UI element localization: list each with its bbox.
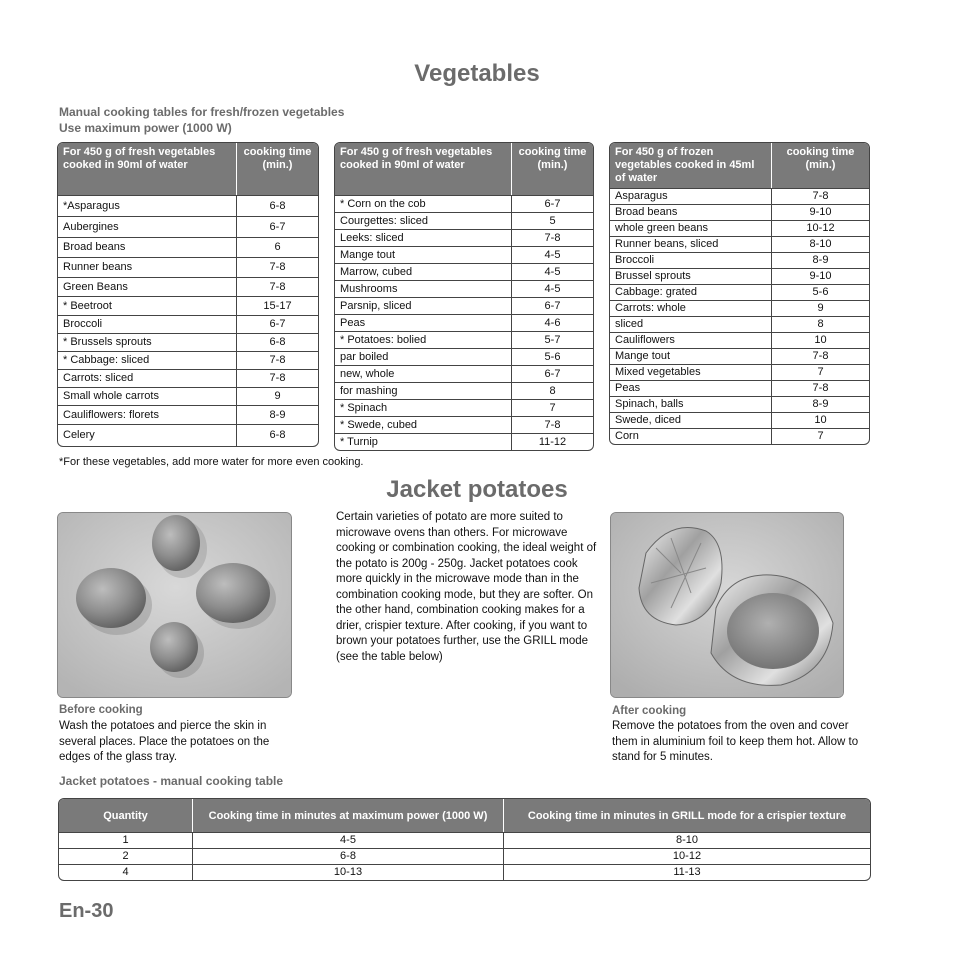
grill-time-cell: 11-13	[503, 864, 870, 880]
page-title: Vegetables	[414, 60, 540, 87]
vegetable-name: Celery	[58, 424, 236, 446]
cooking-time: 6	[236, 237, 318, 257]
jacket-potatoes-intro: Certain varieties of potato are more suited to microwave ovens than others. For microwave cooking or combination cooking, the ideal weight of the potato is 200g - 250g. Jacket potatoes cook more quickly in the microwave mode than in the combination cooking mode, but they are softer. On the other hand, combination cooking makes for a drier, crispier texture. After cooking, if you want to brown your potatoes further, use the GRILL mode (see the table below)	[336, 511, 597, 663]
table-row	[335, 433, 593, 450]
vegetable-name: Courgettes: sliced	[335, 212, 511, 229]
header-grill: Cooking time in minutes in GRILL mode for a crispier texture	[503, 799, 870, 832]
after-cooking-text: Remove the potatoes from the oven and cover them in aluminium foil to keep them hot. Allow to stand for 5 minutes.	[612, 720, 859, 763]
table-row	[610, 188, 869, 204]
table-row	[610, 220, 869, 236]
vegetable-name: * Brussels sprouts	[58, 333, 236, 351]
cooking-time: 6-7	[511, 195, 593, 212]
cooking-time: 7	[511, 399, 593, 416]
vegetable-name: Cauliflowers: florets	[58, 405, 236, 424]
quantity-cell: 1	[59, 832, 192, 848]
table-row	[335, 331, 593, 348]
table-row	[610, 348, 869, 364]
cooking-time: 6-7	[236, 216, 318, 237]
vegetable-name: Broccoli	[58, 315, 236, 333]
cooking-time: 4-5	[511, 263, 593, 280]
table-row	[610, 204, 869, 220]
table-row	[335, 416, 593, 433]
column-header-time: cooking time (min.)	[511, 143, 593, 195]
cooking-time: 10	[771, 332, 869, 348]
cooking-time: 4-5	[511, 246, 593, 263]
after-cooking-heading: After cooking	[612, 705, 687, 717]
cooking-time: 8-9	[771, 396, 869, 412]
table-row	[59, 864, 870, 880]
cooking-time: 6-8	[236, 195, 318, 216]
before-cooking-heading: Before cooking	[59, 704, 143, 716]
cooking-time: 9	[771, 300, 869, 316]
cooking-time: 7-8	[236, 351, 318, 369]
cooking-time: 5	[511, 212, 593, 229]
table-row	[335, 348, 593, 365]
column-header-vegetable: For 450 g of fresh vegetables cooked in 90ml of water	[335, 143, 511, 195]
cooking-time: 5-7	[511, 331, 593, 348]
table-row	[335, 314, 593, 331]
cooking-time: 8	[771, 316, 869, 332]
column-header-time: cooking time (min.)	[236, 143, 318, 195]
vegetable-name: * Beetroot	[58, 296, 236, 315]
table-row	[58, 277, 318, 296]
cooking-time: 6-7	[511, 365, 593, 382]
grill-time-cell: 8-10	[503, 832, 870, 848]
table-row	[610, 380, 869, 396]
table-row	[335, 212, 593, 229]
table-row	[335, 297, 593, 314]
table-row	[58, 315, 318, 333]
vegetable-name: Mixed vegetables	[610, 364, 771, 380]
header-max-power: Cooking time in minutes at maximum power (1000 W)	[192, 799, 503, 832]
cooking-time: 7-8	[771, 188, 869, 204]
table-row	[335, 399, 593, 416]
table-row	[610, 268, 869, 284]
table-row	[610, 364, 869, 380]
vegetable-name: Mange tout	[610, 348, 771, 364]
vegetable-name: * Spinach	[335, 399, 511, 416]
vegetable-name: whole green beans	[610, 220, 771, 236]
table-row	[335, 263, 593, 280]
vegetable-name: Peas	[610, 380, 771, 396]
cooking-time: 7-8	[511, 416, 593, 433]
cooking-time: 9-10	[771, 204, 869, 220]
vegetable-name: Cabbage: grated	[610, 284, 771, 300]
vegetable-name: Cauliflowers	[610, 332, 771, 348]
jacket-table-title: Jacket potatoes - manual cooking table	[59, 774, 284, 788]
cooking-time: 7	[771, 428, 869, 444]
vegetable-name: Brussel sprouts	[610, 268, 771, 284]
cooking-time: 7-8	[511, 229, 593, 246]
table-row	[58, 237, 318, 257]
footnote: *For these vegetables, add more water for more even cooking.	[59, 456, 364, 468]
cooking-time: 7-8	[236, 369, 318, 387]
table-row	[58, 387, 318, 405]
max-power-time-cell: 6-8	[192, 848, 503, 864]
vegetable-name: Aubergines	[58, 216, 236, 237]
cooking-time: 9-10	[771, 268, 869, 284]
vegetable-name: Runner beans	[58, 257, 236, 277]
vegetable-name: * Cabbage: sliced	[58, 351, 236, 369]
cooking-time: 11-12	[511, 433, 593, 450]
cooking-time: 6-7	[236, 315, 318, 333]
jacket-potatoes-title: Jacket potatoes	[386, 476, 568, 503]
vegetable-name: *Asparagus	[58, 195, 236, 216]
column-header-time: cooking time (min.)	[771, 143, 869, 188]
cooking-time: 7-8	[771, 380, 869, 396]
cooking-time: 5-6	[511, 348, 593, 365]
cooking-time: 10	[771, 412, 869, 428]
vegetable-name: Broad beans	[610, 204, 771, 220]
raw-potatoes-photo	[57, 512, 292, 698]
cooking-time: 5-6	[771, 284, 869, 300]
cooking-time: 7	[771, 364, 869, 380]
cooking-time: 10-12	[771, 220, 869, 236]
cooking-time: 8	[511, 382, 593, 399]
cooking-time: 8-9	[236, 405, 318, 424]
table-row	[335, 195, 593, 212]
cooking-time: 4-6	[511, 314, 593, 331]
cooking-time: 7-8	[236, 277, 318, 296]
cooking-time: 15-17	[236, 296, 318, 315]
column-header-vegetable: For 450 g of frozen vegetables cooked in 45ml of water	[610, 143, 771, 188]
fresh-vegetables-table-1	[57, 142, 319, 447]
vegetable-name: Green Beans	[58, 277, 236, 296]
cooking-time: 8-10	[771, 236, 869, 252]
vegetable-name: sliced	[610, 316, 771, 332]
cooking-time: 7-8	[236, 257, 318, 277]
vegetable-name: Mange tout	[335, 246, 511, 263]
cooking-time: 6-8	[236, 424, 318, 446]
table-row	[59, 832, 870, 848]
vegetable-name: Asparagus	[610, 188, 771, 204]
table-row	[58, 405, 318, 424]
quantity-cell: 4	[59, 864, 192, 880]
table-row	[58, 195, 318, 216]
page-number: En-30	[59, 900, 114, 922]
vegetable-name: for mashing	[335, 382, 511, 399]
vegetables-subheading: Manual cooking tables for fresh/frozen vegetables Use maximum power (1000 W)	[59, 105, 345, 135]
table-row	[335, 246, 593, 263]
vegetable-name: Leeks: sliced	[335, 229, 511, 246]
table-row	[610, 428, 869, 444]
frozen-vegetables-table	[609, 142, 870, 445]
header-quantity: Quantity	[59, 799, 192, 832]
cooking-time: 9	[236, 387, 318, 405]
fresh-vegetables-table-2	[334, 142, 594, 451]
table-row	[610, 316, 869, 332]
column-header-vegetable: For 450 g of fresh vegetables cooked in 90ml of water	[58, 143, 236, 195]
vegetable-name: Carrots: whole	[610, 300, 771, 316]
vegetable-name: Parsnip, sliced	[335, 297, 511, 314]
table-row	[335, 280, 593, 297]
vegetable-name: Carrots: sliced	[58, 369, 236, 387]
max-power-time-cell: 10-13	[192, 864, 503, 880]
cooking-time: 8-9	[771, 252, 869, 268]
vegetable-name: Small whole carrots	[58, 387, 236, 405]
table-row	[58, 369, 318, 387]
quantity-cell: 2	[59, 848, 192, 864]
vegetable-name: Corn	[610, 428, 771, 444]
vegetable-name: Runner beans, sliced	[610, 236, 771, 252]
table-row	[59, 848, 870, 864]
vegetable-name: Swede, diced	[610, 412, 771, 428]
max-power-time-cell: 4-5	[192, 832, 503, 848]
table-row	[610, 300, 869, 316]
table-row	[610, 396, 869, 412]
vegetable-name: par boiled	[335, 348, 511, 365]
vegetable-name: Spinach, balls	[610, 396, 771, 412]
table-row	[58, 351, 318, 369]
vegetable-name: new, whole	[335, 365, 511, 382]
vegetable-name: Marrow, cubed	[335, 263, 511, 280]
table-row	[610, 236, 869, 252]
vegetable-name: * Turnip	[335, 433, 511, 450]
vegetable-name: * Corn on the cob	[335, 195, 511, 212]
before-cooking-text: Wash the potatoes and pierce the skin in several places. Place the potatoes on the edges of the glass tray.	[59, 720, 270, 763]
cooking-time: 6-7	[511, 297, 593, 314]
table-row	[610, 412, 869, 428]
vegetable-name: * Potatoes: bolied	[335, 331, 511, 348]
table-row	[58, 296, 318, 315]
foil-potato-photo	[610, 512, 844, 698]
vegetable-name: Peas	[335, 314, 511, 331]
table-row	[335, 382, 593, 399]
table-row	[58, 257, 318, 277]
table-row	[58, 424, 318, 446]
table-row	[610, 252, 869, 268]
cooking-time: 4-5	[511, 280, 593, 297]
table-row	[58, 216, 318, 237]
vegetable-name: Broad beans	[58, 237, 236, 257]
table-row	[610, 332, 869, 348]
cooking-time: 7-8	[771, 348, 869, 364]
table-row	[610, 284, 869, 300]
table-row	[335, 365, 593, 382]
table-row	[58, 333, 318, 351]
vegetable-name: Broccoli	[610, 252, 771, 268]
table-row	[335, 229, 593, 246]
jacket-potatoes-table	[58, 798, 871, 881]
cooking-time: 6-8	[236, 333, 318, 351]
vegetable-name: * Swede, cubed	[335, 416, 511, 433]
vegetable-name: Mushrooms	[335, 280, 511, 297]
grill-time-cell: 10-12	[503, 848, 870, 864]
